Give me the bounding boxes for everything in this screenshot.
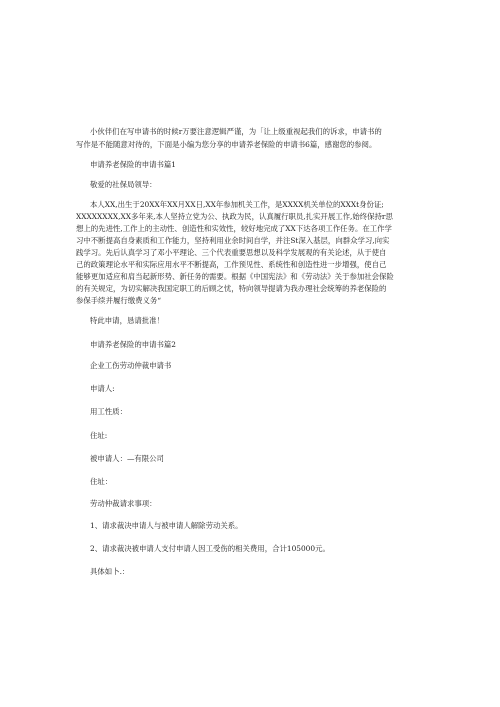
greeting-line: 敬爱的社保局领导： (90, 180, 157, 189)
body-line-4: 习中不断提高自身素质和工作能力，坚持利用业余时间自学，并注St深入基层，向群众学习,向实 (76, 236, 390, 245)
request-item-2: 2、请求裁决被申请人支付申请人因工受伤的相关费用，合计105000元。 (90, 544, 330, 553)
body-line-6: 己的政策理论水平和实际应用水平不断提高，工作预见性、系统性和创造性进一步增强，使自己 (76, 260, 387, 269)
intro-line-1: 小伙伴们在写申请书的时候r万要注意逻辑严谨，为「让上级重视起我们的诉求，申请书的 (90, 127, 382, 136)
address-label-2: 住址： (90, 477, 113, 486)
details-line: 具体如卜.： (90, 567, 130, 576)
request-item-1: 1、请求裁决申请人与被申请人解除劳动关系。 (90, 521, 243, 530)
body-line-2: XXXXXXXX,XX多年来,本人坚持立党为公、执政为民，认真履行职员,扎实开展工作,始终保持r思 (76, 212, 393, 221)
closing-line: 特此申请，恳请批准！ (90, 316, 164, 325)
section-heading-1: 申请养老保险的申请书篇1 (90, 160, 177, 169)
applicant-label: 申请人: (90, 384, 115, 393)
body-line-9: 参保手续并履行缴费义务“ (76, 296, 162, 305)
unit-nature-label: 用工性质： (90, 407, 127, 416)
body-line-5: 践学习。先后认真学习了邓小平理论、三个代表重要思想以及科学发展观的有关论述，从于使自 (76, 248, 387, 257)
address-label-1: 住址: (90, 431, 108, 440)
section-heading-2: 申请养老保险的申请书篇2 (90, 340, 177, 349)
body-line-1: 本人XX,出生于20XX年XX月XX日,XX年参加机关工作，是XXXX机关单位的XXXt身份证; (90, 200, 384, 209)
document-title: 企业工伤劳动仲裁申请书 (90, 361, 172, 370)
intro-line-2: 写作是不能随意对待的，下面是小编为您分享的申请养老保险的申请书6篇，感谢您的参阅。 (76, 140, 377, 149)
body-line-7: 能够更加适应和肩当起新形势、新任务的需要。根据《中国宪法》和《劳动法》关于参加社会保险 (76, 272, 394, 281)
arbitration-matters-title: 劳动仲裁请求事项： (90, 499, 157, 508)
respondent-label: 被申请人：—有限公司 (90, 454, 164, 463)
body-line-3: 想上的先进性,工作上的主动性、创造性和实效性，较好地完成了XX下达各项工作任务。在工作学 (76, 224, 392, 233)
body-line-8: 的有关规定，为切实解决我国定职工的后顾之忧，特向领导提请为我办理社会统筹的养老保险的 (76, 284, 387, 293)
